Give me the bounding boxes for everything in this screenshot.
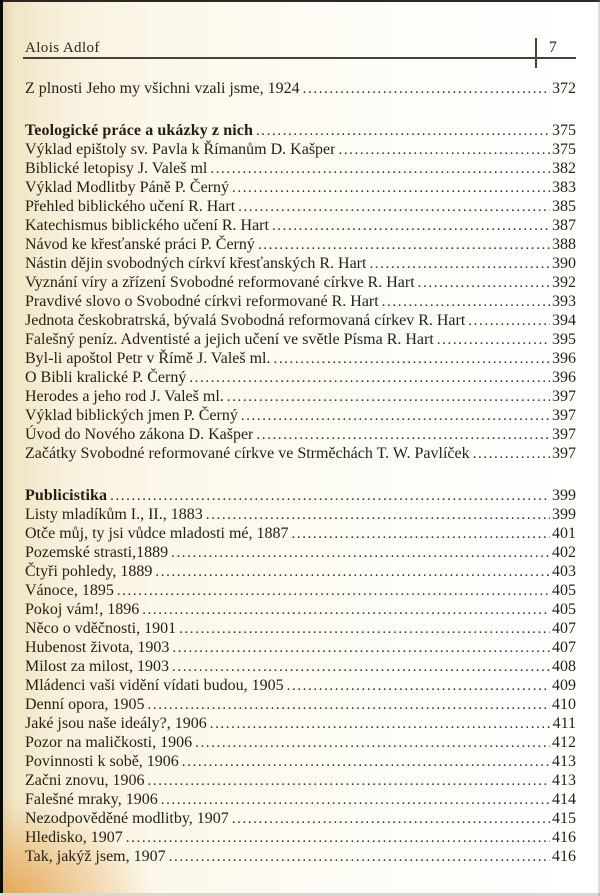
dot-leader — [210, 714, 550, 733]
toc-entry-title: Výklad epištoly sv. Pavla k Římanům D. Kašper — [25, 141, 336, 158]
toc-entry-title: Vyznání víry a zřízení Svobodné reformované církve R. Hart — [25, 274, 415, 291]
toc-entry-title: Listy mladíkům I., II., 1883 — [25, 506, 203, 523]
toc-entry — [25, 444, 576, 463]
dot-leader — [232, 809, 550, 828]
toc-entry-title: Z plnosti Jeho my všichni vzali jsme, 1924 — [25, 80, 300, 97]
scan-edge-top — [0, 0, 600, 2]
toc-entry-title: Mládenci vaši vidění vídati budou, 1905 — [25, 677, 284, 694]
toc-entry-page: 395 — [552, 331, 576, 348]
toc-entry — [25, 676, 576, 695]
toc-entry — [25, 581, 576, 600]
toc-entry-page: 375 — [552, 141, 576, 158]
dot-leader — [227, 387, 550, 406]
toc-entry-page: 392 — [552, 274, 576, 291]
toc-entry-page: 387 — [552, 217, 576, 234]
toc-entry-title: Byl-li apoštol Petr v Římě J. Valeš ml. — [25, 350, 271, 367]
toc-entry-page: 388 — [552, 236, 576, 253]
dot-leader — [256, 425, 550, 444]
dot-leader — [148, 771, 550, 790]
dot-leader — [338, 140, 550, 159]
toc-entry-page: 403 — [552, 563, 576, 580]
toc-entry-page: 401 — [552, 525, 576, 542]
toc-entry-page: 407 — [552, 620, 576, 637]
toc-entry-page: 415 — [552, 810, 576, 827]
toc-entry-title: Pokoj vám!, 1896 — [25, 601, 140, 618]
toc-entry — [25, 216, 576, 235]
dot-leader — [382, 292, 550, 311]
toc-entry-title: Vánoce, 1895 — [25, 582, 114, 599]
dot-leader — [258, 235, 550, 254]
toc-entry-title: Publicistika — [25, 487, 108, 504]
toc-entry-title: Čtyři pohledy, 1889 — [25, 563, 153, 580]
toc-entry — [25, 197, 576, 216]
dot-leader — [369, 254, 550, 273]
toc-entry-title: Pozemské strasti,1889 — [25, 544, 169, 561]
toc-entry-page: 396 — [552, 350, 576, 367]
toc-entry-page: 407 — [552, 639, 576, 656]
toc-entry-title: Nástin dějin svobodných církví křesťanských R. Hart — [25, 255, 367, 272]
toc-entry — [25, 790, 576, 809]
toc-entry-title: Biblické letopisy J. Valeš ml — [25, 160, 208, 177]
toc-entry-page: 410 — [552, 696, 576, 713]
toc-entry-title: Výklad Modlitby Páně P. Černý — [25, 179, 229, 196]
toc-entry — [25, 809, 576, 828]
toc-entry-title: Začátky Svobodné reformované církve ve Strměchách T. W. Pavlíček — [25, 445, 470, 462]
dot-leader — [179, 619, 550, 638]
toc-entry-title: Návod ke křesťanské práci P. Černý — [25, 236, 255, 253]
header-rule — [23, 57, 576, 59]
toc-entry-page: 375 — [552, 122, 576, 139]
toc-entry-page: 396 — [552, 369, 576, 386]
toc-entry-title: Jaké jsou naše ideály?, 1906 — [25, 715, 207, 732]
dot-leader — [172, 638, 550, 657]
toc-entry — [25, 425, 576, 444]
toc-entry — [25, 714, 576, 733]
toc-entry — [25, 505, 576, 524]
toc-entry-page: 405 — [552, 582, 576, 599]
dot-leader — [155, 562, 550, 581]
toc-entry-title: Pozor na maličkosti, 1906 — [25, 734, 193, 751]
toc-entry-title: Jednota českobratrská, bývalá Svobodná reformovaná církev R. Hart — [25, 312, 466, 329]
toc-entry-page: 409 — [552, 677, 576, 694]
toc-entry-page: 408 — [552, 658, 576, 675]
toc-entry — [25, 349, 576, 368]
toc-entry-title: Katechismus biblického učení R. Hart — [25, 217, 269, 234]
scan-edge-left — [0, 0, 3, 896]
toc-entry-page: 385 — [552, 198, 576, 215]
toc-entry-title: Teologické práce a ukázky z nich — [25, 122, 253, 139]
dot-leader — [241, 406, 550, 425]
dot-leader — [437, 330, 550, 349]
toc-entry-page: 394 — [552, 312, 576, 329]
running-header-author: Alois Adlof — [25, 40, 100, 56]
toc-entry-title: O Bibli kralické P. Černý — [25, 369, 187, 386]
toc-entry-title: Tak, jakýž jsem, 1907 — [25, 848, 166, 865]
toc-entry-title: Přehled biblického učení R. Hart — [25, 198, 236, 215]
toc-entry-title: Falešný peníz. Adventisté a jejich učení ve světle Písma R. Hart — [25, 331, 434, 348]
toc-entry — [25, 330, 576, 349]
toc-entry — [25, 752, 576, 771]
dot-leader — [195, 733, 550, 752]
toc-entry-title: Falešné mraky, 1906 — [25, 791, 158, 808]
dot-leader — [273, 349, 550, 368]
toc-entry-title: Hledisko, 1907 — [25, 829, 123, 846]
toc-entry — [25, 387, 576, 406]
toc-entry-page: 416 — [552, 829, 576, 846]
toc-entry-title: Hubenost života, 1903 — [25, 639, 170, 656]
toc-entry — [25, 638, 576, 657]
toc-entry-title: Milost za milost, 1903 — [25, 658, 169, 675]
dot-leader — [169, 847, 550, 866]
toc-entry — [25, 619, 576, 638]
dot-leader — [182, 752, 550, 771]
toc-entry — [25, 847, 576, 866]
toc-entry-title: Začni znovu, 1906 — [25, 772, 145, 789]
toc-entry-title: Herodes a jeho rod J. Valeš ml. — [25, 388, 224, 405]
dot-leader — [161, 790, 550, 809]
dot-leader — [232, 178, 550, 197]
table-of-contents — [25, 79, 576, 866]
toc-entry-title: Nezodpověděné modlitby, 1907 — [25, 810, 229, 827]
dot-leader — [126, 828, 550, 847]
toc-entry — [25, 178, 576, 197]
dot-leader — [171, 543, 550, 562]
toc-section-heading — [25, 486, 576, 505]
toc-entry-title: Výklad biblických jmen P. Černý — [25, 407, 238, 424]
dot-leader — [468, 311, 550, 330]
dot-leader — [272, 216, 550, 235]
toc-entry — [25, 368, 576, 387]
toc-entry — [25, 406, 576, 425]
toc-entry-page: 399 — [552, 487, 576, 504]
toc-entry-page: 390 — [552, 255, 576, 272]
toc-entry-page: 397 — [552, 445, 576, 462]
dot-leader — [110, 486, 550, 505]
toc-entry-title: Pravdivé slovo o Svobodné církvi reformované R. Hart — [25, 293, 379, 310]
toc-entry-page: 393 — [552, 293, 576, 310]
toc-entry — [25, 543, 576, 562]
toc-entry — [25, 771, 576, 790]
toc-entry-page: 383 — [552, 179, 576, 196]
running-header-page-number: 7 — [549, 39, 557, 56]
dot-leader — [142, 600, 550, 619]
toc-section — [25, 79, 576, 98]
toc-entry — [25, 235, 576, 254]
toc-entry — [25, 254, 576, 273]
toc-entry-page: 414 — [552, 791, 576, 808]
toc-entry-title: Denní opora, 1905 — [25, 696, 145, 713]
toc-entry-title: Povinnosti k sobě, 1906 — [25, 753, 179, 770]
toc-entry — [25, 292, 576, 311]
dot-leader — [189, 368, 550, 387]
toc-entry-title: Úvod do Nového zákona D. Kašper — [25, 426, 254, 443]
toc-section-heading — [25, 121, 576, 140]
dot-leader — [292, 524, 550, 543]
toc-entry-page: 405 — [552, 601, 576, 618]
toc-entry — [25, 733, 576, 752]
toc-entry — [25, 311, 576, 330]
toc-entry — [25, 828, 576, 847]
toc-entry — [25, 79, 576, 98]
toc-entry — [25, 600, 576, 619]
dot-leader — [303, 79, 550, 98]
toc-entry-page: 413 — [552, 772, 576, 789]
toc-entry-page: 412 — [552, 734, 576, 751]
toc-entry — [25, 695, 576, 714]
toc-entry-page: 372 — [552, 80, 576, 97]
toc-entry — [25, 159, 576, 178]
toc-entry-title: Otče můj, ty jsi vůdce mladosti mé, 1887 — [25, 525, 289, 542]
dot-leader — [206, 505, 550, 524]
dot-leader — [287, 676, 550, 695]
toc-entry — [25, 562, 576, 581]
dot-leader — [148, 695, 550, 714]
toc-entry-page: 416 — [552, 848, 576, 865]
dot-leader — [418, 273, 550, 292]
dot-leader — [473, 444, 550, 463]
toc-entry-page: 402 — [552, 544, 576, 561]
toc-entry — [25, 657, 576, 676]
toc-section — [25, 121, 576, 463]
toc-entry-page: 413 — [552, 753, 576, 770]
dot-leader — [256, 121, 550, 140]
toc-entry — [25, 273, 576, 292]
toc-entry-title: Něco o vděčnosti, 1901 — [25, 620, 177, 637]
toc-entry-page: 411 — [552, 715, 576, 732]
header-divider-tick — [535, 38, 537, 68]
dot-leader — [172, 657, 550, 676]
dot-leader — [210, 159, 550, 178]
toc-entry-page: 382 — [552, 160, 576, 177]
toc-entry-page: 397 — [552, 388, 576, 405]
toc-entry — [25, 524, 576, 543]
dot-leader — [238, 197, 550, 216]
toc-entry-page: 397 — [552, 407, 576, 424]
toc-entry-page: 399 — [552, 506, 576, 523]
toc-section — [25, 486, 576, 866]
toc-entry — [25, 140, 576, 159]
toc-entry-page: 397 — [552, 426, 576, 443]
dot-leader — [117, 581, 550, 600]
